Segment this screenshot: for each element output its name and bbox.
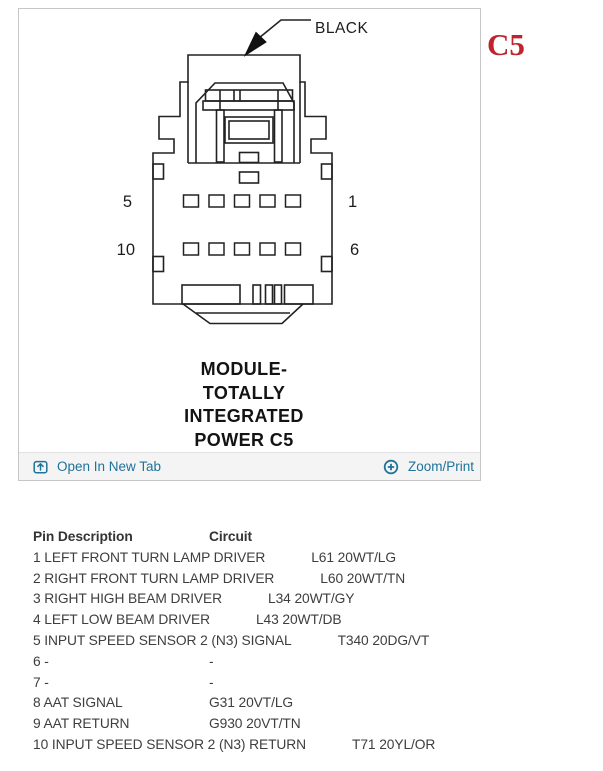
pin-description-cell: 5 INPUT SPEED SENSOR 2 (N3) SIGNAL bbox=[33, 632, 292, 648]
pin-table-row bbox=[33, 673, 435, 694]
pin-contact bbox=[235, 243, 250, 255]
black-arrowhead-icon bbox=[245, 33, 266, 56]
pin-label-6: 6 bbox=[350, 241, 360, 259]
black-leader-line bbox=[259, 20, 311, 38]
pin-label-10: 10 bbox=[116, 241, 135, 259]
pin-table-row bbox=[33, 589, 435, 610]
circuit-cell: L34 20WT/GY bbox=[268, 591, 355, 607]
pin-description-cell: 6 - bbox=[33, 653, 49, 669]
zoom-print-label: Zoom/Print bbox=[407, 458, 474, 474]
pin-table-row bbox=[33, 569, 435, 590]
pin-contact bbox=[235, 195, 250, 207]
pin-description-cell: 4 LEFT LOW BEAM DRIVER bbox=[33, 612, 210, 628]
zoom-print-link[interactable] bbox=[383, 459, 474, 475]
connector-diagram-panel bbox=[18, 8, 481, 481]
circuit-cell: T71 20YL/OR bbox=[352, 736, 436, 752]
circuit-cell: L60 20WT/TN bbox=[320, 570, 406, 586]
circuit-header: Circuit bbox=[209, 529, 252, 544]
circled-plus-icon bbox=[383, 459, 399, 475]
pin-table-row bbox=[33, 631, 435, 652]
pin-table-row bbox=[33, 693, 435, 714]
pin-contact bbox=[209, 243, 224, 255]
circuit-cell: L43 20WT/DB bbox=[255, 612, 342, 628]
pin-contact bbox=[209, 195, 224, 207]
pin-row-2 bbox=[184, 243, 301, 255]
pin-description-cell: 3 RIGHT HIGH BEAM DRIVER bbox=[33, 591, 222, 607]
pin-description-cell: 7 - bbox=[33, 674, 49, 690]
pin-table-row bbox=[33, 714, 435, 735]
pin-table-row bbox=[33, 610, 435, 631]
open-in-new-tab-label: Open In New Tab bbox=[57, 458, 162, 474]
circuit-cell: - bbox=[209, 674, 214, 690]
open-in-new-tab-icon bbox=[33, 459, 48, 474]
diagram-caption bbox=[19, 358, 469, 452]
pin-description-header: Pin Description bbox=[33, 529, 133, 544]
circuit-cell: - bbox=[209, 653, 214, 669]
caption-line: POWER C5 bbox=[194, 429, 294, 450]
open-in-new-tab-link[interactable] bbox=[33, 459, 161, 474]
pin-table-row bbox=[33, 735, 435, 756]
caption-line: TOTALLY bbox=[202, 382, 286, 403]
connector-diagram bbox=[19, 9, 480, 349]
pin-table-row bbox=[33, 548, 435, 569]
connector-id-label: C5 bbox=[487, 27, 525, 62]
connector-outline bbox=[153, 55, 332, 304]
pin-description-cell: 8 AAT SIGNAL bbox=[33, 695, 123, 711]
pin-contact bbox=[260, 195, 275, 207]
pin-table-header bbox=[33, 527, 435, 548]
circuit-cell: L61 20WT/LG bbox=[311, 549, 397, 565]
pin-contact bbox=[184, 195, 199, 207]
pin-label-5: 5 bbox=[122, 193, 132, 211]
pin-contact bbox=[184, 243, 199, 255]
pin-contact bbox=[286, 195, 301, 207]
pin-description-cell: 10 INPUT SPEED SENSOR 2 (N3) RETURN bbox=[33, 736, 307, 752]
pin-circuit-table bbox=[33, 527, 435, 756]
black-label: BLACK bbox=[315, 20, 369, 37]
pin-contact bbox=[286, 243, 301, 255]
pin-label-1: 1 bbox=[348, 193, 358, 211]
pin-contact bbox=[260, 243, 275, 255]
pin-table-row bbox=[33, 652, 435, 673]
pin-table-rows bbox=[33, 548, 435, 756]
pin-row-1 bbox=[184, 195, 301, 207]
pin-description-cell: 9 AAT RETURN bbox=[33, 716, 130, 732]
bottom-wedge bbox=[183, 304, 303, 324]
circuit-cell: G930 20VT/TN bbox=[209, 716, 301, 732]
circuit-cell: T340 20DG/VT bbox=[337, 632, 430, 648]
connector-hood bbox=[188, 82, 300, 183]
circuit-cell: G31 20VT/LG bbox=[209, 695, 294, 711]
pin-description-cell: 1 LEFT FRONT TURN LAMP DRIVER bbox=[33, 549, 266, 565]
diagram-toolbar bbox=[19, 452, 480, 480]
pin-description-cell: 2 RIGHT FRONT TURN LAMP DRIVER bbox=[33, 570, 275, 586]
caption-line: MODULE- bbox=[200, 359, 288, 379]
caption-line: INTEGRATED bbox=[184, 406, 304, 426]
